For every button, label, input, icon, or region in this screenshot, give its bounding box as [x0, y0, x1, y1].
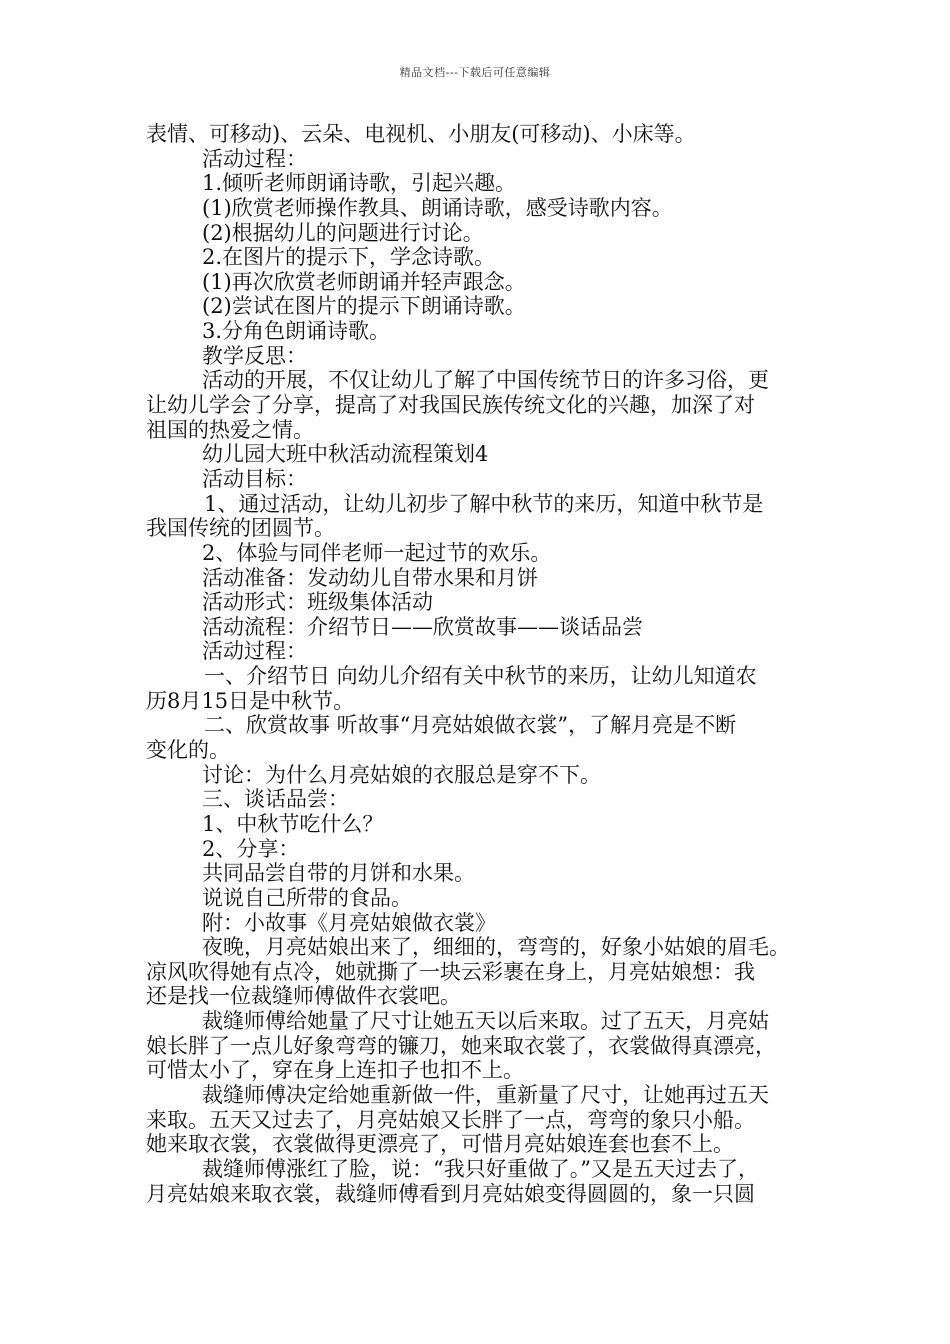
text-line: 活动流程：介绍节日——欣赏故事——谈话品尝 [202, 614, 643, 639]
text-line: 附：小故事《月亮姑娘做衣裳》 [202, 910, 496, 935]
text-line: 3.分角色朗诵诗歌。 [202, 319, 391, 344]
text-line: (1)再次欣赏老师朗诵并轻声跟念。 [202, 269, 526, 294]
text-line: 2.在图片的提示下，学念诗歌。 [202, 245, 496, 270]
text-line: 变化的。 [146, 738, 230, 763]
text-line: 一、介绍节日 向幼儿介绍有关中秋节的来历，让幼儿知道农 [204, 664, 757, 689]
text-line: 让幼儿学会了分享，提高了对我国民族传统文化的兴趣，加深了对 [146, 393, 755, 418]
text-line: 1.倾听老师朗诵诗歌，引起兴趣。 [202, 171, 517, 196]
text-line: (1)欣赏老师操作教具、朗诵诗歌，感受诗歌内容。 [202, 195, 673, 220]
page-header: 精品文档---下载后可任意编辑 [399, 66, 551, 79]
text-line: 裁缝师傅给她量了尺寸让她五天以后来取。过了五天，月亮姑 [202, 1009, 769, 1034]
text-line: 1、通过活动，让幼儿初步了解中秋节的来历，知道中秋节是 [204, 491, 764, 516]
text-line: 讨论：为什么月亮姑娘的衣服总是穿不下。 [202, 762, 601, 787]
text-line: 表情、可移动)、云朵、电视机、小朋友(可移动)、小床等。 [146, 122, 696, 146]
text-line: 幼儿园大班中秋活动流程策划4 [202, 442, 489, 467]
text-line: 裁缝师傅决定给她重新做一件，重新量了尺寸，让她再过五天 [202, 1082, 769, 1107]
text-line: 说说自己所带的食品。 [202, 885, 412, 910]
text-line: 共同品尝自带的月饼和水果。 [202, 861, 475, 886]
text-line: 二、欣赏故事 听故事“月亮姑娘做衣裳”，了解月亮是不断 [204, 713, 737, 738]
text-line: 还是找一位裁缝师傅做件衣裳吧。 [146, 984, 461, 1009]
text-line: 我国传统的团圆节。 [146, 516, 335, 541]
document-body [146, 122, 808, 1206]
text-line: 活动形式：班级集体活动 [202, 590, 433, 615]
text-line: 裁缝师傅涨红了脸，说：“我只好重做了。”又是五天过去了， [202, 1156, 759, 1181]
text-line: 2、分享： [202, 836, 300, 861]
text-line: (2)根据幼儿的问题进行讨论。 [202, 220, 484, 245]
text-line: 2、体验与同伴老师一起过节的欢乐。 [202, 540, 552, 565]
text-line: 夜晚，月亮姑娘出来了，细细的，弯弯的，好象小姑娘的眉毛。 [202, 935, 790, 960]
text-line: 活动目标： [202, 466, 307, 491]
text-line: 历8月15日是中秋节。 [146, 688, 355, 713]
text-line: 三、谈话品尝： [202, 787, 349, 812]
text-line: 1、中秋节吃什么？ [202, 811, 384, 836]
text-line: 活动的开展，不仅让幼儿了解了中国传统节日的许多习俗，更 [202, 368, 769, 393]
text-line: (2)尝试在图片的提示下朗诵诗歌。 [202, 294, 526, 319]
text-line: 可惜太小了，穿在身上连扣子也扣不上。 [146, 1058, 524, 1083]
text-line: 活动过程： [202, 146, 307, 171]
text-line: 娘长胖了一点儿好象弯弯的镰刀，她来取衣裳了，衣裳做得真漂亮， [146, 1033, 776, 1058]
text-line: 教学反思： [202, 343, 307, 368]
text-line: 来取。五天又过去了，月亮姑娘又长胖了一点，弯弯的象只小船。 [146, 1107, 755, 1132]
text-line: 凉风吹得她有点冷，她就撕了一块云彩裹在身上，月亮姑娘想：我 [146, 959, 755, 984]
text-line: 祖国的热爱之情。 [146, 417, 314, 442]
text-line: 她来取衣裳，衣裳做得更漂亮了，可惜月亮姑娘连套也套不上。 [146, 1132, 734, 1157]
text-line: 月亮姑娘来取衣裳，裁缝师傅看到月亮姑娘变得圆圆的，象一只圆 [146, 1181, 755, 1206]
text-line: 活动准备：发动幼儿自带水果和月饼 [202, 565, 538, 590]
text-line: 活动过程： [202, 639, 307, 664]
